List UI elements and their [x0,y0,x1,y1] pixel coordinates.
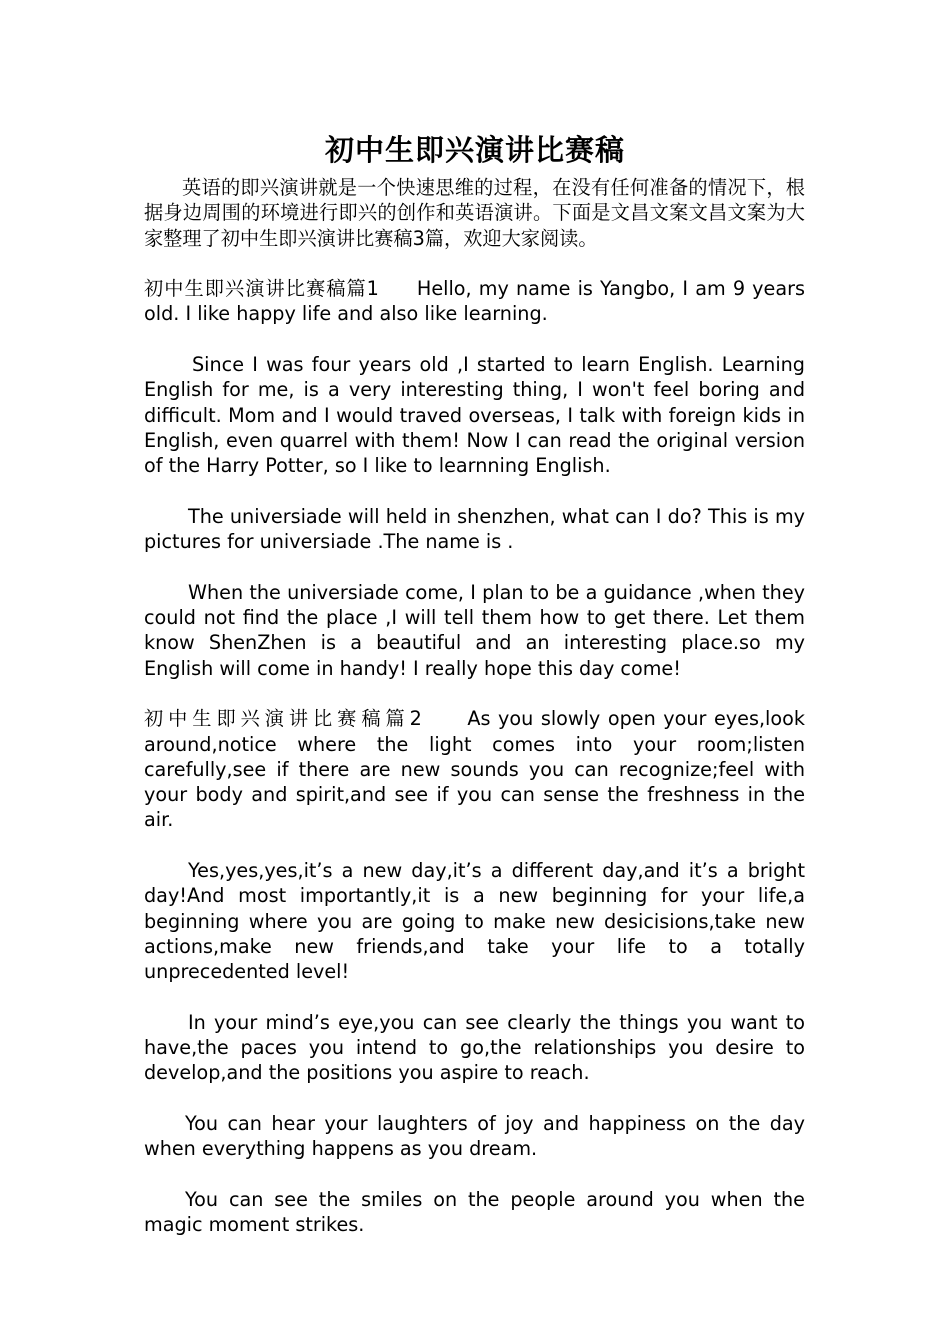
section-1-first-paragraph [144,276,805,327]
section-1-heading: 初中生即兴演讲比赛稿篇1 [144,277,379,301]
section-1-opening-text: Hello, my name is Yangbo, I am 9 years old. I like happy life and also like learning. [144,277,805,326]
section-2-heading: 初中生即兴演讲比赛稿篇2 [144,707,426,731]
section-2-paragraph: In your mind’s eye,you can see clearly the things you want to have,the paces you intend to go,the relationships you desire to develop,and the positions you aspire to reach. [144,1010,805,1085]
section-2-paragraph: You can hear your laughters of joy and happiness on the day when everything happens as you dream. [144,1111,805,1161]
section-2-opening-text: As you slowly open your eyes,look around,notice where the light comes into your room;listen carefully,see if there are new sounds you can recognize;feel with your body and spirit,and see if you can sense the freshness in the air. [144,707,805,832]
section-1-paragraph: Since I was four years old ,I started to learn English. Learning English for me, is a very interesting thing, I won't feel boring and difficult. Mom and I would traved overseas, I talk with foreign kids in English, even quarrel with them! Now I can read the original version of the Harry Potter, so I like to learnning English. [144,353,805,478]
section-1-paragraph: The universiade will held in shenzhen, what can I do? This is my pictures for universiade .The name is . [144,504,805,554]
document-title: 初中生即兴演讲比赛稿 [324,133,625,167]
intro-paragraph: 英语的即兴演讲就是一个快速思维的过程，在没有任何准备的情况下，根据身边周围的环境进行即兴的创作和英语演讲。下面是文昌文案文昌文案为大家整理了初中生即兴演讲比赛稿3篇，欢迎大家阅读。 [144,176,805,250]
section-1-paragraph: When the universiade come, I plan to be a guidance ,when they could not find the place ,I will tell them how to get there. Let them know ShenZhen is a beautiful and an interesting place.so my English will come in handy! I really hope this day come! [144,580,805,680]
section-2-paragraph: Yes,yes,yes,it’s a new day,it’s a different day,and it’s a bright day!And most importantly,it is a new beginning for your life,a beginning where you are going to make new desicisions,take new actions,make new friends,and take your life to a totally unprecedented level! [144,859,805,984]
section-2-first-paragraph [144,706,805,832]
document-body [144,175,805,1237]
section-2-paragraph: You can see the smiles on the people around you when the magic moment strikes. [144,1187,805,1237]
